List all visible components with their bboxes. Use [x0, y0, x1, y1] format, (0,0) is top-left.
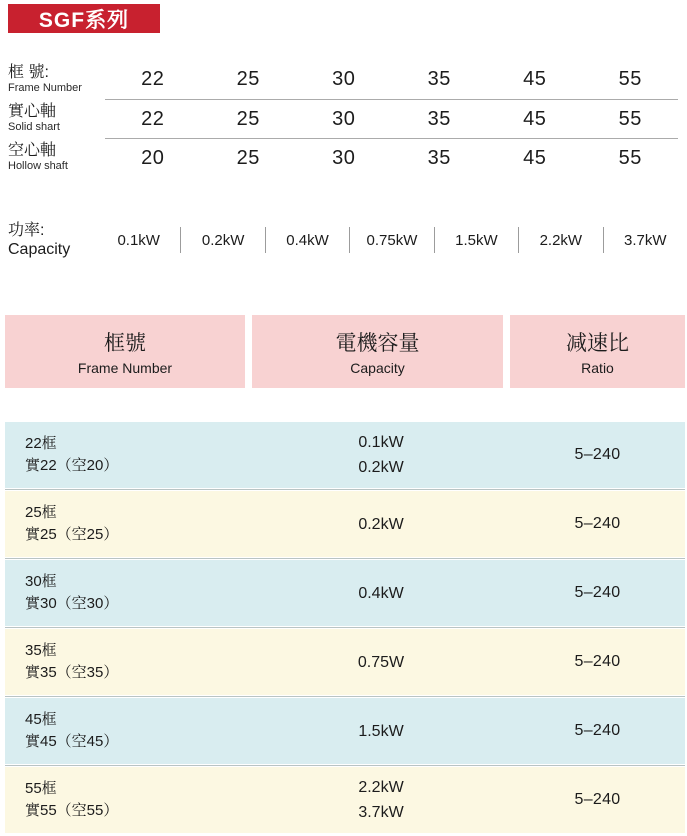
capacity-label-zh: 功率: [8, 221, 45, 239]
spec-row-solid-shaft [0, 99, 687, 138]
frame-line1: 45框 [25, 711, 57, 728]
spec-value: 55 [618, 146, 642, 169]
header-capacity [252, 315, 503, 388]
header-zh: 减速比 [566, 332, 629, 355]
frame-line2: 實25（空25） [25, 526, 119, 543]
row-divider [5, 488, 685, 491]
header-zh: 框號 [104, 332, 146, 355]
spec-value: 20 [141, 146, 165, 169]
spec-label-en: Frame Number [8, 82, 82, 95]
capacity-value: 0.2kW [201, 231, 245, 249]
frame-cell [5, 433, 252, 477]
frame-cell [5, 640, 252, 684]
spec-table [0, 60, 687, 177]
capacity-stack [358, 719, 403, 744]
header-ratio [510, 315, 685, 388]
ratio-cell: 5–240 [574, 653, 621, 670]
spec-label-zh: 實心軸 [8, 102, 57, 120]
capacity-line: 2.2kW [358, 779, 404, 796]
frame-line2: 實30（空30） [25, 595, 119, 612]
spec-row-hollow-shaft [0, 138, 687, 177]
frame-cell [5, 571, 252, 615]
ratio-cell: 5–240 [574, 791, 621, 808]
header-zh: 電機容量 [335, 332, 420, 355]
row-divider [5, 626, 685, 629]
capacity-strip [0, 214, 687, 266]
capacity-line: 0.2kW [358, 459, 404, 476]
table-row [5, 491, 685, 557]
header-en: Capacity [350, 360, 405, 376]
capacity-line: 0.4kW [358, 584, 404, 602]
spec-value: 35 [427, 146, 451, 169]
frame-line1: 55框 [25, 780, 57, 797]
row-divider [5, 557, 685, 560]
ratio-table-header [5, 315, 685, 388]
frame-line1: 22框 [25, 435, 57, 452]
spec-value: 45 [523, 68, 547, 90]
capacity-stack [358, 430, 403, 480]
ratio-table-rows [5, 422, 685, 833]
frame-line2: 實22（空20） [25, 457, 119, 474]
capacity-value: 0.1kW [117, 231, 160, 249]
table-row [5, 767, 685, 833]
spec-value: 30 [332, 68, 356, 90]
frame-cell [5, 502, 252, 546]
spec-value: 22 [141, 68, 165, 90]
capacity-cell [252, 581, 510, 606]
row-divider [5, 764, 685, 767]
spec-label-hollow-shaft [0, 142, 105, 173]
spec-values-hollow-shaft [105, 138, 678, 177]
capacity-stack [358, 512, 403, 537]
ratio-table [5, 315, 685, 833]
frame-line1: 25框 [25, 504, 57, 521]
capacity-stack [358, 775, 403, 825]
spec-value: 25 [236, 107, 260, 130]
frame-line2: 實55（空55） [25, 802, 119, 819]
ratio-cell: 5–240 [574, 584, 621, 601]
header-frame-number [5, 315, 245, 388]
capacity-line: 0.1kW [358, 434, 404, 451]
header-en: Frame Number [77, 360, 173, 376]
capacity-value: 3.7kW [623, 231, 667, 249]
spec-value: 35 [427, 107, 451, 130]
capacity-value: 0.4kW [286, 231, 329, 249]
capacity-cell [252, 650, 510, 675]
capacity-cell [252, 719, 510, 744]
row-divider [5, 695, 685, 698]
capacity-line: 3.7kW [358, 804, 404, 821]
spec-values-frame-number [105, 60, 678, 99]
spec-label-zh: 空心軸 [8, 141, 57, 159]
spec-label-en: Hollow shaft [8, 160, 68, 173]
spec-label-en: Solid shart [8, 121, 60, 134]
capacity-values [97, 227, 687, 253]
spec-value: 25 [236, 146, 260, 169]
spec-values-solid-shaft [105, 99, 678, 138]
ratio-cell: 5–240 [574, 515, 621, 532]
capacity-value: 1.5kW [455, 231, 498, 249]
capacity-label-en: Capacity [8, 241, 71, 258]
capacity-cell [252, 775, 510, 825]
spec-value: 30 [332, 107, 356, 130]
frame-cell [5, 709, 252, 753]
capacity-line: 0.75W [357, 653, 405, 671]
series-banner [8, 4, 160, 33]
spec-label-frame-number [0, 64, 105, 95]
ratio-cell: 5–240 [574, 446, 621, 463]
spec-value: 25 [236, 68, 260, 90]
capacity-label [0, 221, 97, 259]
spec-value: 55 [618, 107, 642, 130]
capacity-stack [358, 650, 404, 675]
capacity-line: 1.5kW [358, 722, 404, 740]
frame-line2: 實35（空35） [25, 664, 119, 681]
ratio-cell: 5–240 [574, 722, 621, 739]
spec-value: 22 [141, 107, 165, 130]
spec-row-frame-number [0, 60, 687, 99]
capacity-value: 0.75kW [366, 231, 418, 249]
table-row [5, 629, 685, 695]
capacity-cell [252, 512, 510, 537]
header-en: Ratio [581, 360, 614, 376]
capacity-cell [252, 430, 510, 480]
spec-value: 30 [332, 146, 356, 169]
frame-line1: 30框 [25, 573, 57, 590]
frame-line2: 實45（空45） [25, 733, 119, 750]
series-title: SGF系列 [38, 8, 130, 32]
table-row [5, 560, 685, 626]
table-row [5, 422, 685, 488]
table-row [5, 698, 685, 764]
spec-label-solid-shaft [0, 103, 105, 134]
spec-value: 45 [523, 107, 547, 130]
spec-value: 45 [523, 146, 547, 169]
spec-value: 35 [427, 68, 451, 90]
capacity-line: 0.2kW [358, 515, 404, 533]
spec-value: 55 [618, 68, 642, 90]
capacity-stack [358, 581, 403, 606]
spec-label-zh: 框 號: [8, 63, 49, 81]
frame-line1: 35框 [25, 642, 57, 659]
frame-cell [5, 778, 252, 822]
capacity-value: 2.2kW [539, 231, 583, 249]
